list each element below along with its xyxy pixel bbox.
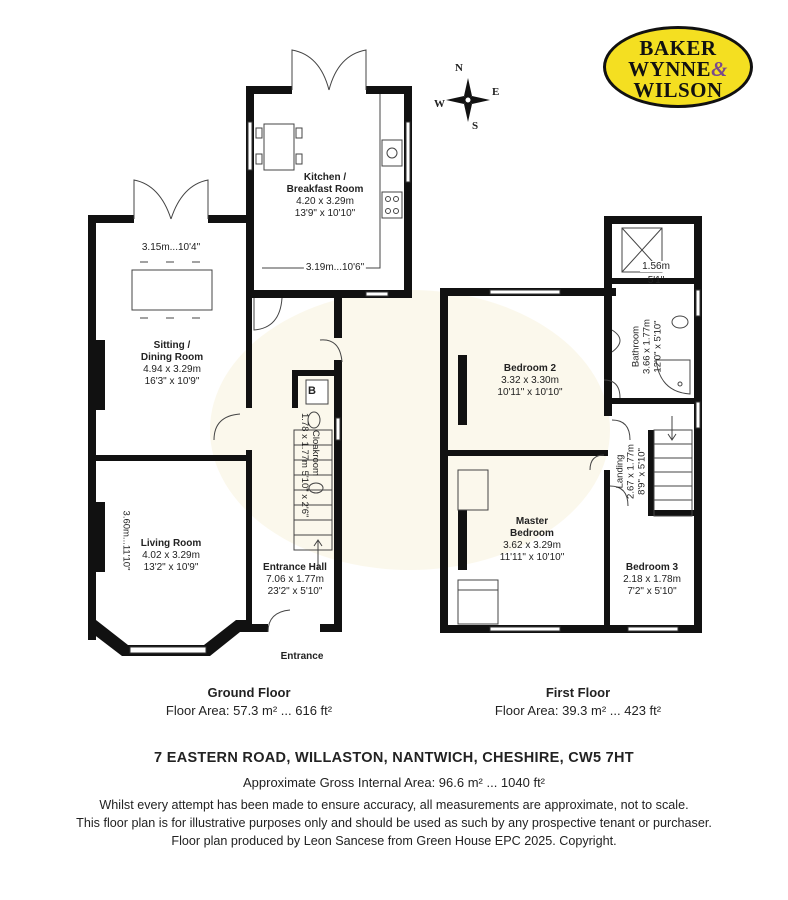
kitchen-width-dimension: 3.19m...10'6" — [305, 262, 365, 273]
wall — [604, 216, 612, 416]
entrance-hall-label: Entrance Hall 7.06 x 1.77m 23'2" x 5'10" — [263, 562, 327, 597]
wall — [612, 398, 694, 404]
wall — [96, 455, 246, 461]
wall — [334, 298, 342, 338]
wall — [246, 624, 268, 632]
chimney — [96, 502, 105, 572]
bathroom-label: Bathroom 3.66 x 1.77m 12'0" x 5'10" — [630, 319, 664, 374]
first-floor-area: Floor Area: 39.3 m² ... 423 ft² — [494, 703, 662, 718]
chimney — [96, 340, 105, 410]
wall — [334, 360, 342, 630]
bedroom-2-label: Bedroom 2 3.32 x 3.30m 10'11" x 10'10" — [497, 363, 563, 398]
wall — [320, 624, 342, 632]
chimney — [458, 510, 467, 570]
disclaimer-line-3: Floor plan produced by Leon Sancese from Green House EPC 2025. Copyright. — [171, 834, 617, 848]
living-room-label: Living Room 4.02 x 3.29m 13'2" x 10'9" — [140, 538, 202, 573]
wall — [246, 450, 252, 630]
bath-width-metric: 1.56m — [642, 261, 670, 272]
chimney — [458, 355, 467, 425]
compass-rose — [446, 78, 490, 122]
ground-floor-caption — [166, 684, 332, 720]
wall — [246, 86, 254, 298]
disclaimer-line-2: This floor plan is for illustrative purposes only and should be used as such by any prospective tenant or purchaser. — [76, 816, 712, 830]
sitting-width-dimension: 3.15m...10'4" — [141, 242, 201, 253]
wall — [246, 298, 252, 408]
bedroom-3-label: Bedroom 3 2.18 x 1.78m 7'2" x 5'10" — [623, 562, 681, 597]
compass-west: W — [434, 98, 445, 110]
ground-floor-title: Ground Floor — [207, 685, 291, 700]
compass-east: E — [492, 86, 500, 98]
brand-line-1: BAKER — [639, 36, 717, 60]
property-address: 7 EASTERN ROAD, WILLASTON, NANTWICH, CHESHIRE, CW5 7HT — [154, 750, 634, 766]
bath-width-imperial: 5'1" — [647, 275, 665, 286]
landing-label: Landing 2.67 x 1.77m 8'9" x 5'10" — [614, 444, 648, 499]
sitting-dining-label: Sitting / Dining Room 4.94 x 3.29m 16'3" x 10'9" — [140, 340, 204, 387]
first-floor-caption — [495, 684, 661, 720]
brand-logo — [603, 26, 753, 108]
master-bedroom-label: Master Bedroom 3.62 x 3.29m 11'11" x 10'10" — [499, 516, 565, 563]
wall — [648, 430, 654, 516]
wall — [440, 288, 448, 633]
wall — [604, 470, 610, 630]
wall — [292, 370, 334, 376]
compass-south: S — [472, 120, 479, 132]
wall — [246, 86, 292, 94]
brand-ampersand: & — [711, 57, 728, 81]
kitchen-label: Kitchen / Breakfast Room 4.20 x 3.29m 13'9" x 10'10" — [286, 172, 364, 219]
wall — [208, 215, 254, 223]
brand-line-3: WILSON — [633, 78, 723, 102]
disclaimer-line-1: Whilst every attempt has been made to ensure accuracy, all measurements are approximate, not to scale. — [99, 798, 689, 812]
brand-line-2: WYNNE& — [628, 57, 728, 81]
gross-internal-area: Approximate Gross Internal Area: 96.6 m² ... 1040 ft² — [242, 775, 546, 790]
boiler-label: B — [308, 385, 316, 397]
wall — [448, 450, 608, 456]
disclaimer — [76, 796, 712, 850]
compass-north: N — [455, 62, 463, 74]
entrance-label: Entrance — [280, 651, 324, 662]
wall — [648, 510, 694, 516]
first-floor-title: First Floor — [545, 685, 611, 700]
wall — [404, 86, 412, 298]
cloakroom-label: Cloakroom 1.78 x 1.77m 5'10" x 2'6" — [299, 413, 321, 518]
ground-floor-area: Floor Area: 57.3 m² ... 616 ft² — [165, 703, 333, 718]
wall — [88, 215, 96, 640]
wall — [604, 216, 702, 224]
living-length-dimension: 3.60m...11'10" — [120, 510, 132, 571]
